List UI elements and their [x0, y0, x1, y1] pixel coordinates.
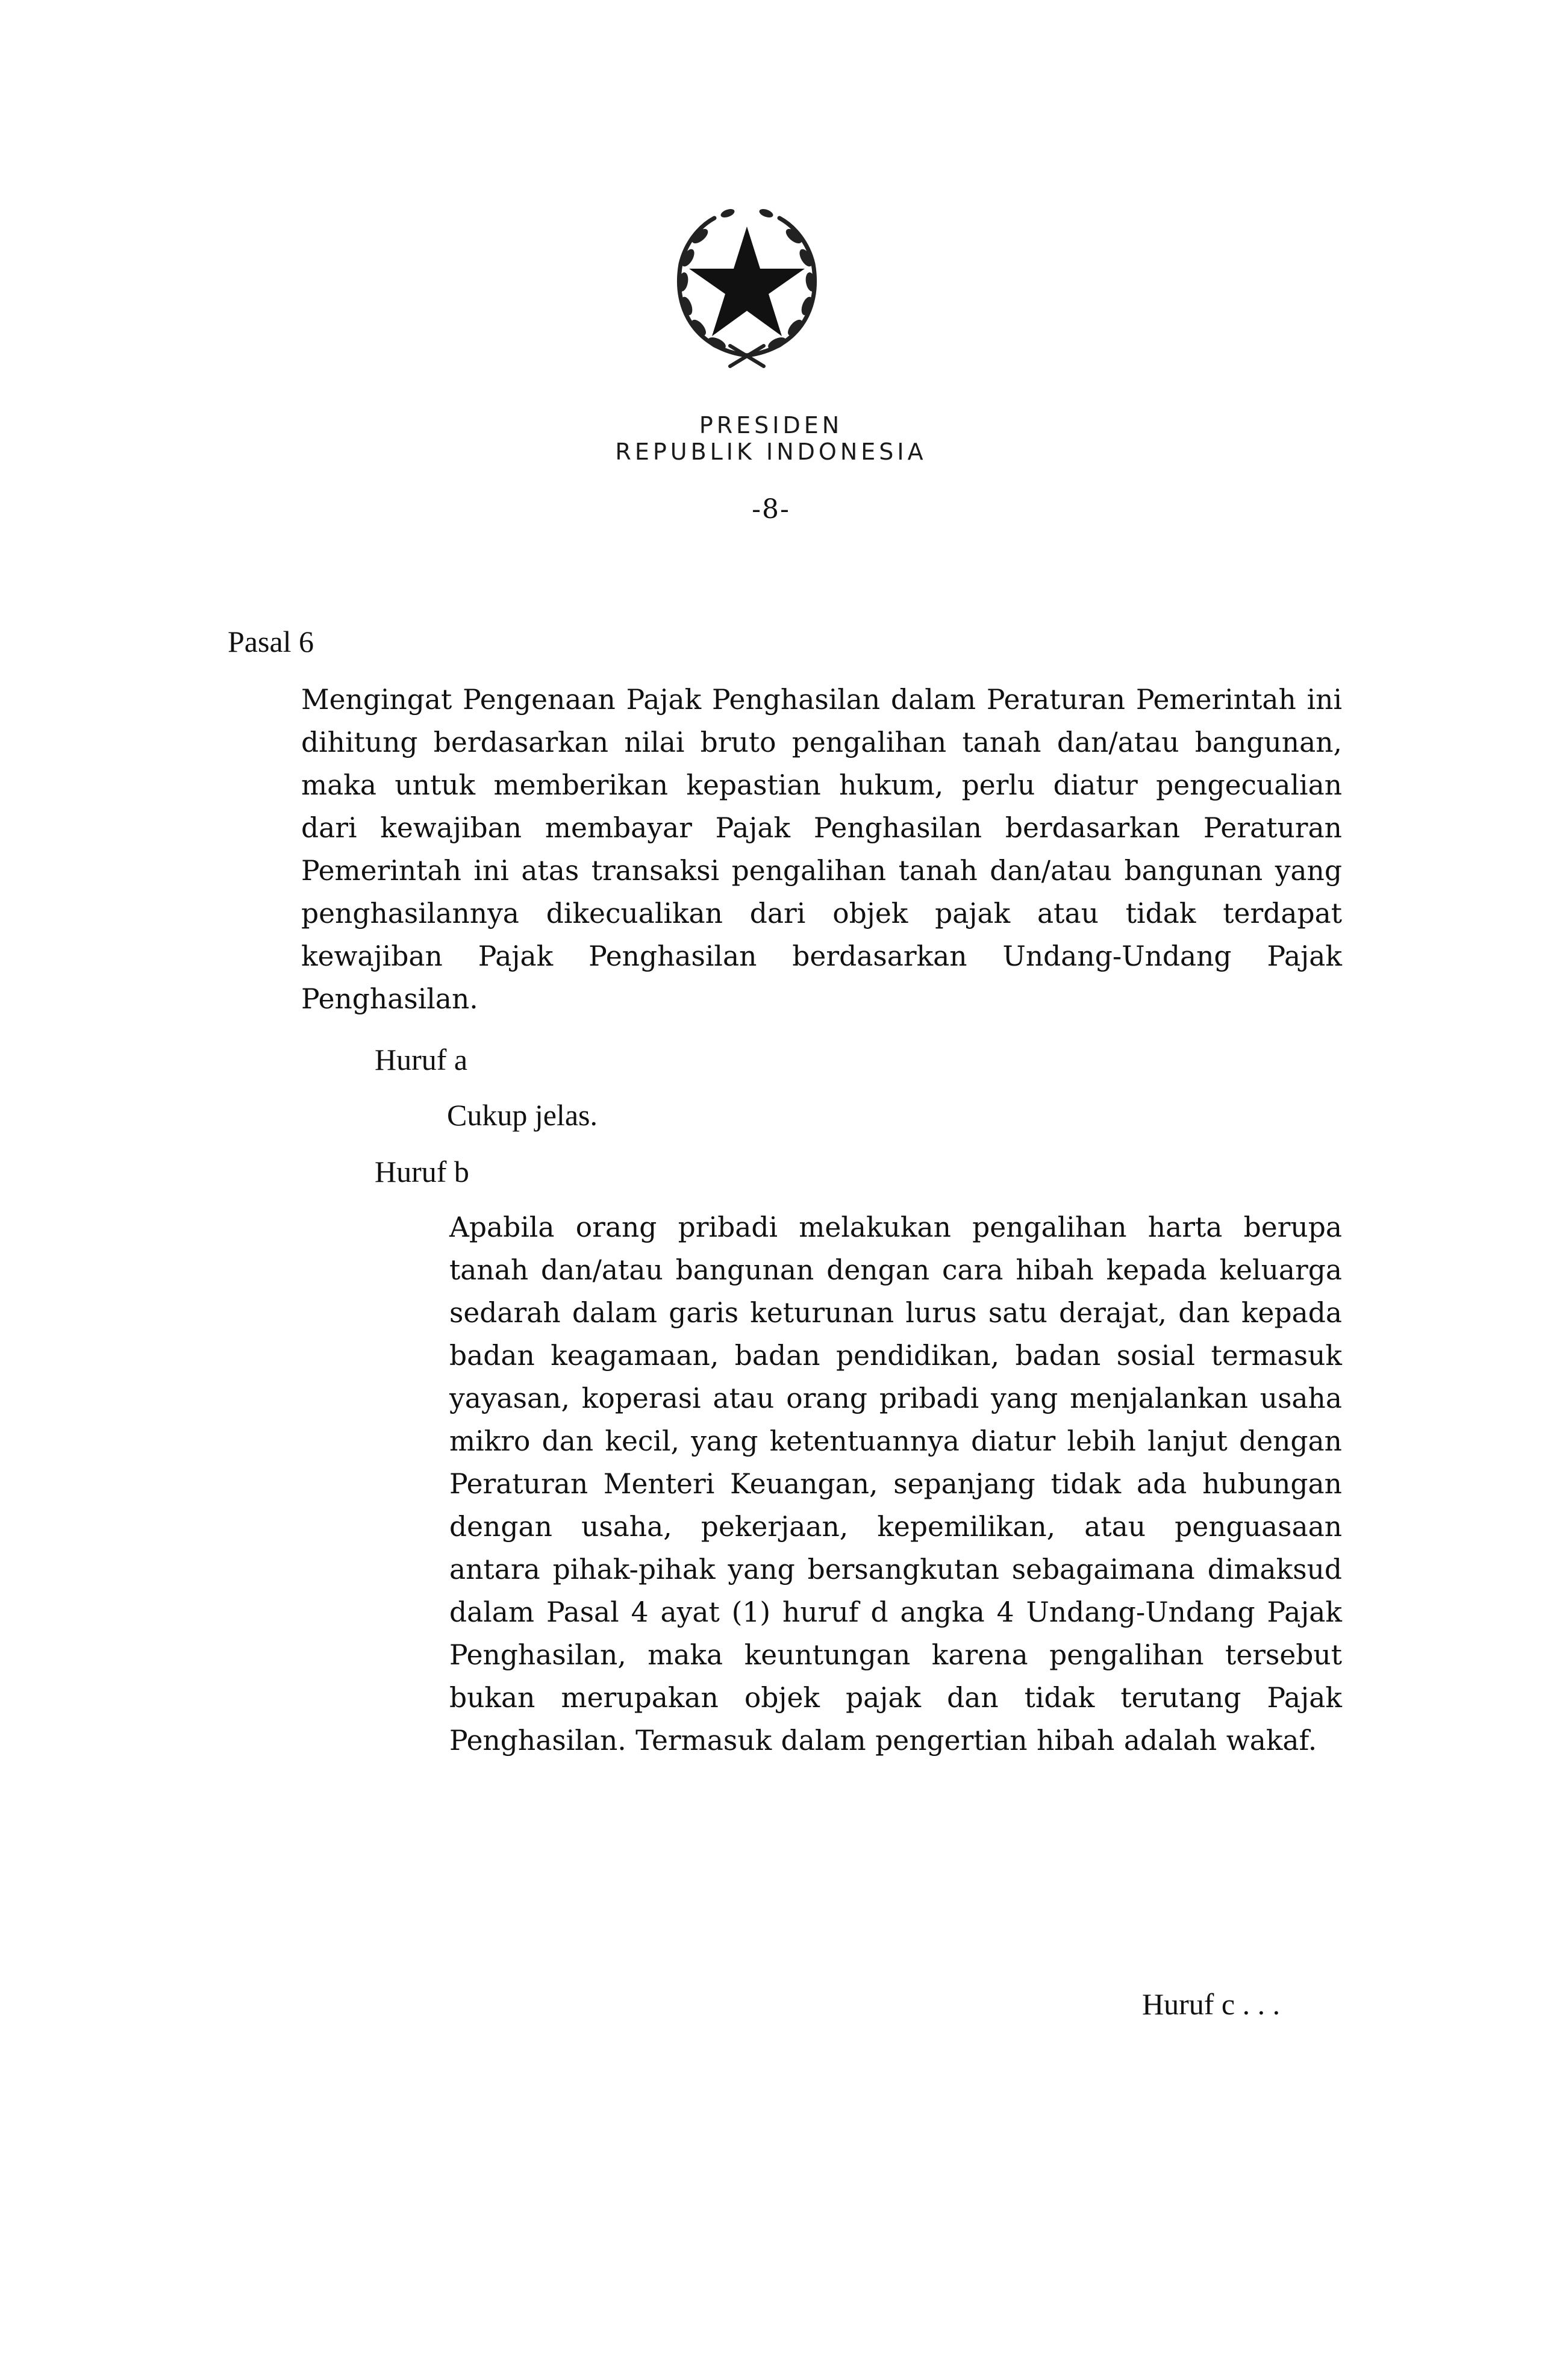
- huruf-a-text: Cukup jelas.: [447, 1098, 598, 1132]
- presidential-seal-star-icon: [657, 192, 837, 372]
- huruf-b-label: Huruf b: [375, 1155, 469, 1188]
- huruf-b-paragraph: Apabila orang pribadi melakukan pengalihan harta berupa tanah dan/atau bangunan dengan cara hibah kepada keluarga sedarah dalam garis keturunan lurus satu derajat, dan kepada badan keagamaan, badan pendidikan, badan sosial termasuk yayasan, koperasi atau orang pribadi yang menjalankan usaha mikro dan kecil, yang ketentuannya diatur lebih lanjut dengan Peraturan Menteri Keuangan, sepanjang tidak ada hubungan dengan usaha, pekerjaan, kepemilikan, atau penguasaan antara pihak-pihak yang bersangkutan sebagaimana dimaksud dalam Pasal 4 ayat (1) huruf d angka 4 Undang-Undang Pajak Penghasilan, maka keuntungan karena pengalihan tersebut bukan merupakan objek pajak dan tidak terutang Pajak Penghasilan. Termasuk dalam pengertian hibah adalah wakaf.: [449, 1211, 1342, 1757]
- huruf-a-label: Huruf a: [375, 1043, 468, 1076]
- page-number: -8-: [752, 494, 790, 525]
- pasal-paragraph: Mengingat Pengenaan Pajak Penghasilan dalam Peraturan Pemerintah ini dihitung berdasarkan nilai bruto pengalihan tanah dan/atau bangunan, maka untuk memberikan kepastian hukum, perlu diatur pengecualian dari kewajiban membayar Pajak Penghasilan berdasarkan Peraturan Pemerintah ini atas transaksi pengalihan tanah dan/atau bangunan yang penghasilannya dikecualikan dari objek pajak atau tidak terdapat kewajiban Pajak Penghasilan berdasarkan Undang-Undang Pajak Penghasilan.: [301, 684, 1342, 1015]
- header-presiden: PRESIDEN: [699, 412, 843, 439]
- header-republik-indonesia: REPUBLIK INDONESIA: [615, 439, 927, 465]
- pasal-title: Pasal 6: [228, 625, 314, 658]
- next-page-reference: Huruf c . . .: [1142, 1987, 1281, 2021]
